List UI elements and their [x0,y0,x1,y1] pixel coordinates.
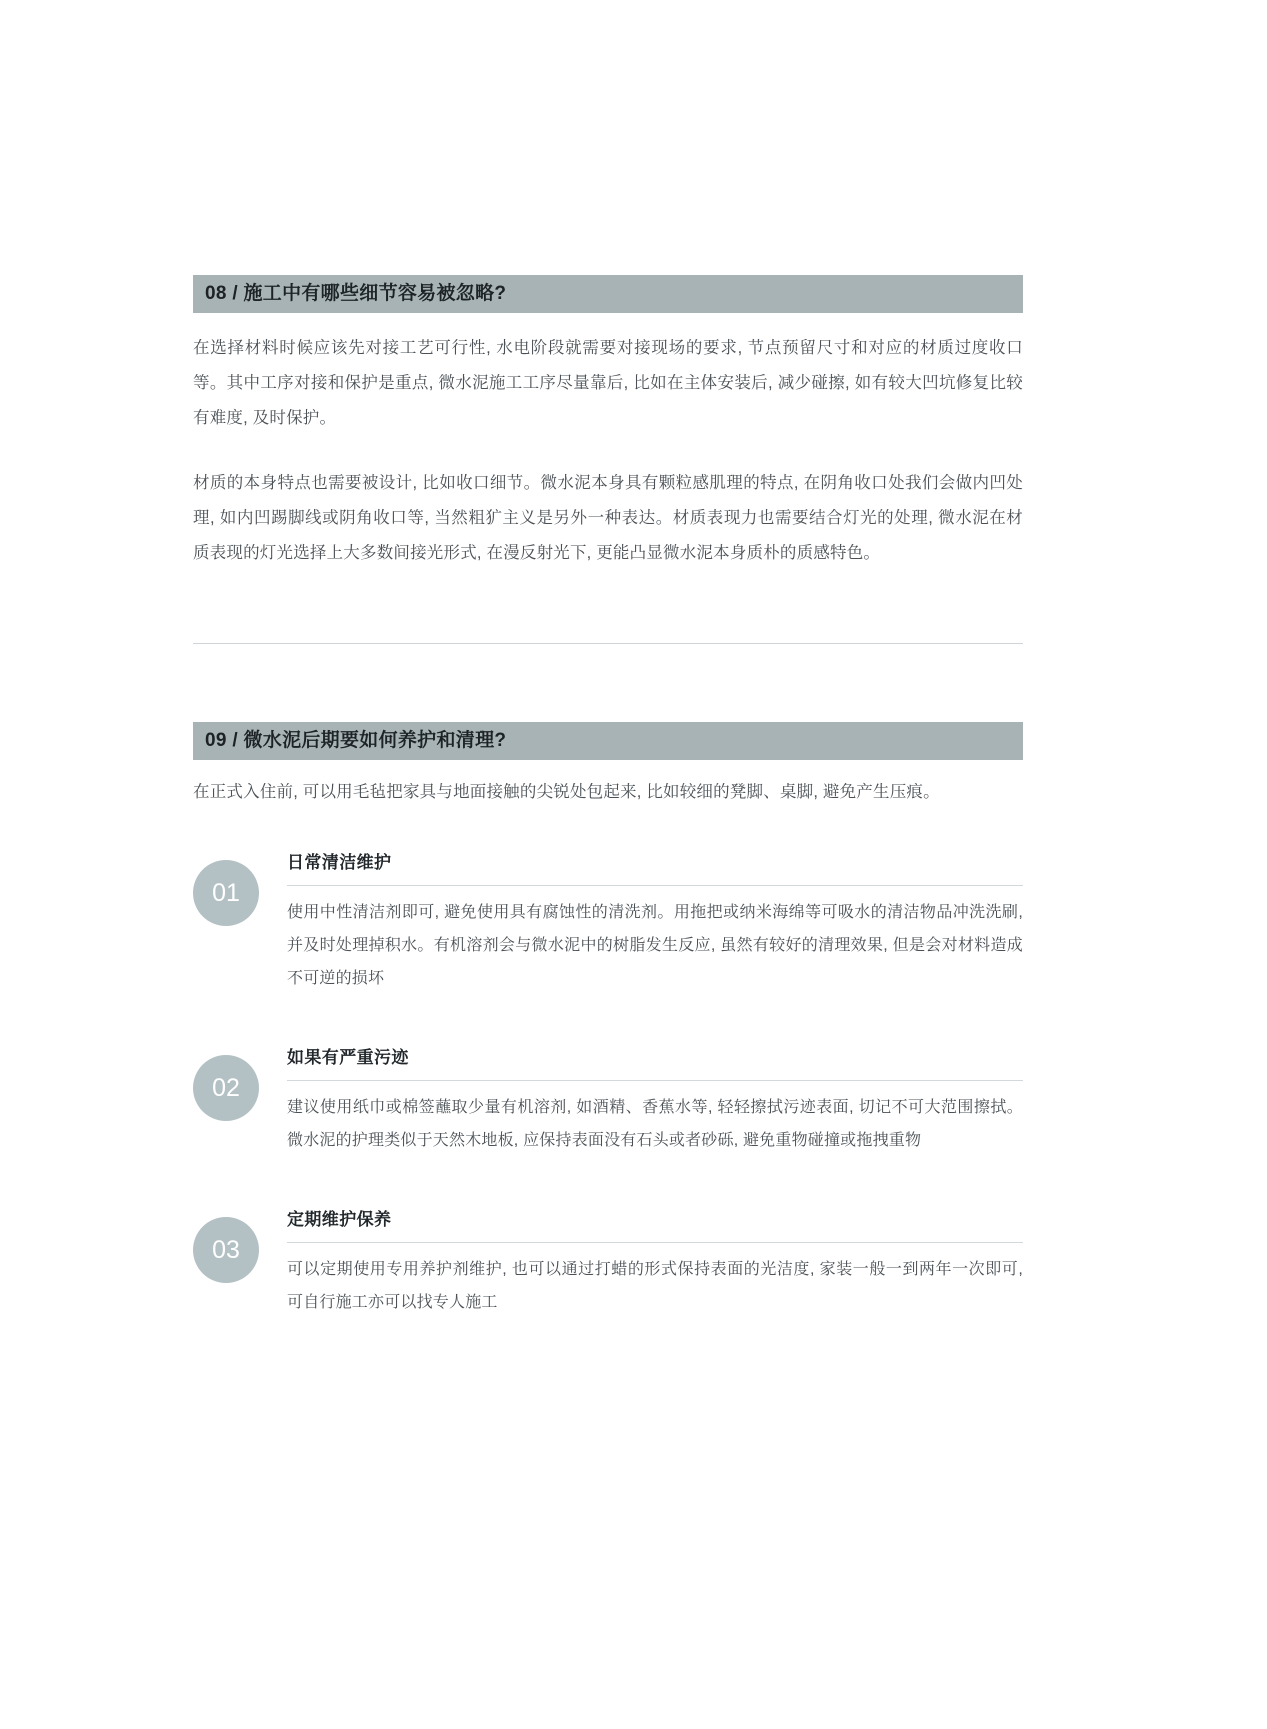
list-item [193,1043,1023,1157]
item-number-badge: 03 [193,1217,259,1283]
item-number-badge: 02 [193,1055,259,1121]
section-heading-08: 08 / 施工中有哪些细节容易被忽略? [193,275,1023,313]
item-title: 定期维护保养 [287,1210,392,1229]
item-body [287,1043,1023,1157]
list-item [193,848,1023,995]
document-content [193,275,1023,1367]
item-rule [287,885,1023,886]
item-text: 使用中性清洁剂即可, 避免使用具有腐蚀性的清洗剂。用拖把或纳米海绵等可吸水的清洁物品冲洗洗刷, 并及时处理掉积水。有机溶剂会与微水泥中的树脂发生反应, 虽然有较好的清理效果, 但是会对材料造成不可逆的损坏 [287,904,1023,987]
item-body [287,1205,1023,1319]
item-text: 建议使用纸巾或棉签蘸取少量有机溶剂, 如酒精、香蕉水等, 轻轻擦拭污迹表面, 切记不可大范围擦拭。微水泥的护理类似于天然木地板, 应保持表面没有石头或者砂砾, 避免重物碰撞或拖拽重物 [287,1099,1023,1149]
item-number-badge: 01 [193,860,259,926]
item-rule [287,1242,1023,1243]
item-title: 日常清洁维护 [287,853,392,872]
section-09-lead: 在正式入住前, 可以用毛毡把家具与地面接触的尖锐处包起来, 比如较细的凳脚、桌脚, 避免产生压痕。 [193,783,940,801]
item-title: 如果有严重污迹 [287,1048,409,1067]
item-body [287,848,1023,995]
section-heading-09: 09 / 微水泥后期要如何养护和清理? [193,722,1023,760]
section-08-paragraph-2: 材质的本身特点也需要被设计, 比如收口细节。微水泥本身具有颗粒感肌理的特点, 在阴角收口处我们会做内凹处理, 如内凹踢脚线或阴角收口等, 当然粗犷主义是另外一种表达。材质表现力也需要结合灯光的处理, 微水泥在材质表现的灯光选择上大多数间接光形式, 在漫反射光下, 更能凸显微水泥本身质朴的质感特色。 [193,474,1023,562]
item-rule [287,1080,1023,1081]
spacer [193,644,1023,722]
item-text: 可以定期使用专用养护剂维护, 也可以通过打蜡的形式保持表面的光洁度, 家装一般一到两年一次即可, 可自行施工亦可以找专人施工 [287,1261,1023,1311]
list-item [193,1205,1023,1319]
maintenance-item-list [193,848,1023,1319]
section-08-paragraph-1: 在选择材料时候应该先对接工艺可行性, 水电阶段就需要对接现场的要求, 节点预留尺寸和对应的材质过度收口等。其中工序对接和保护是重点, 微水泥施工工序尽量靠后, 比如在主体安装后, 减少碰擦, 如有较大凹坑修复比较有难度, 及时保护。 [193,339,1023,427]
